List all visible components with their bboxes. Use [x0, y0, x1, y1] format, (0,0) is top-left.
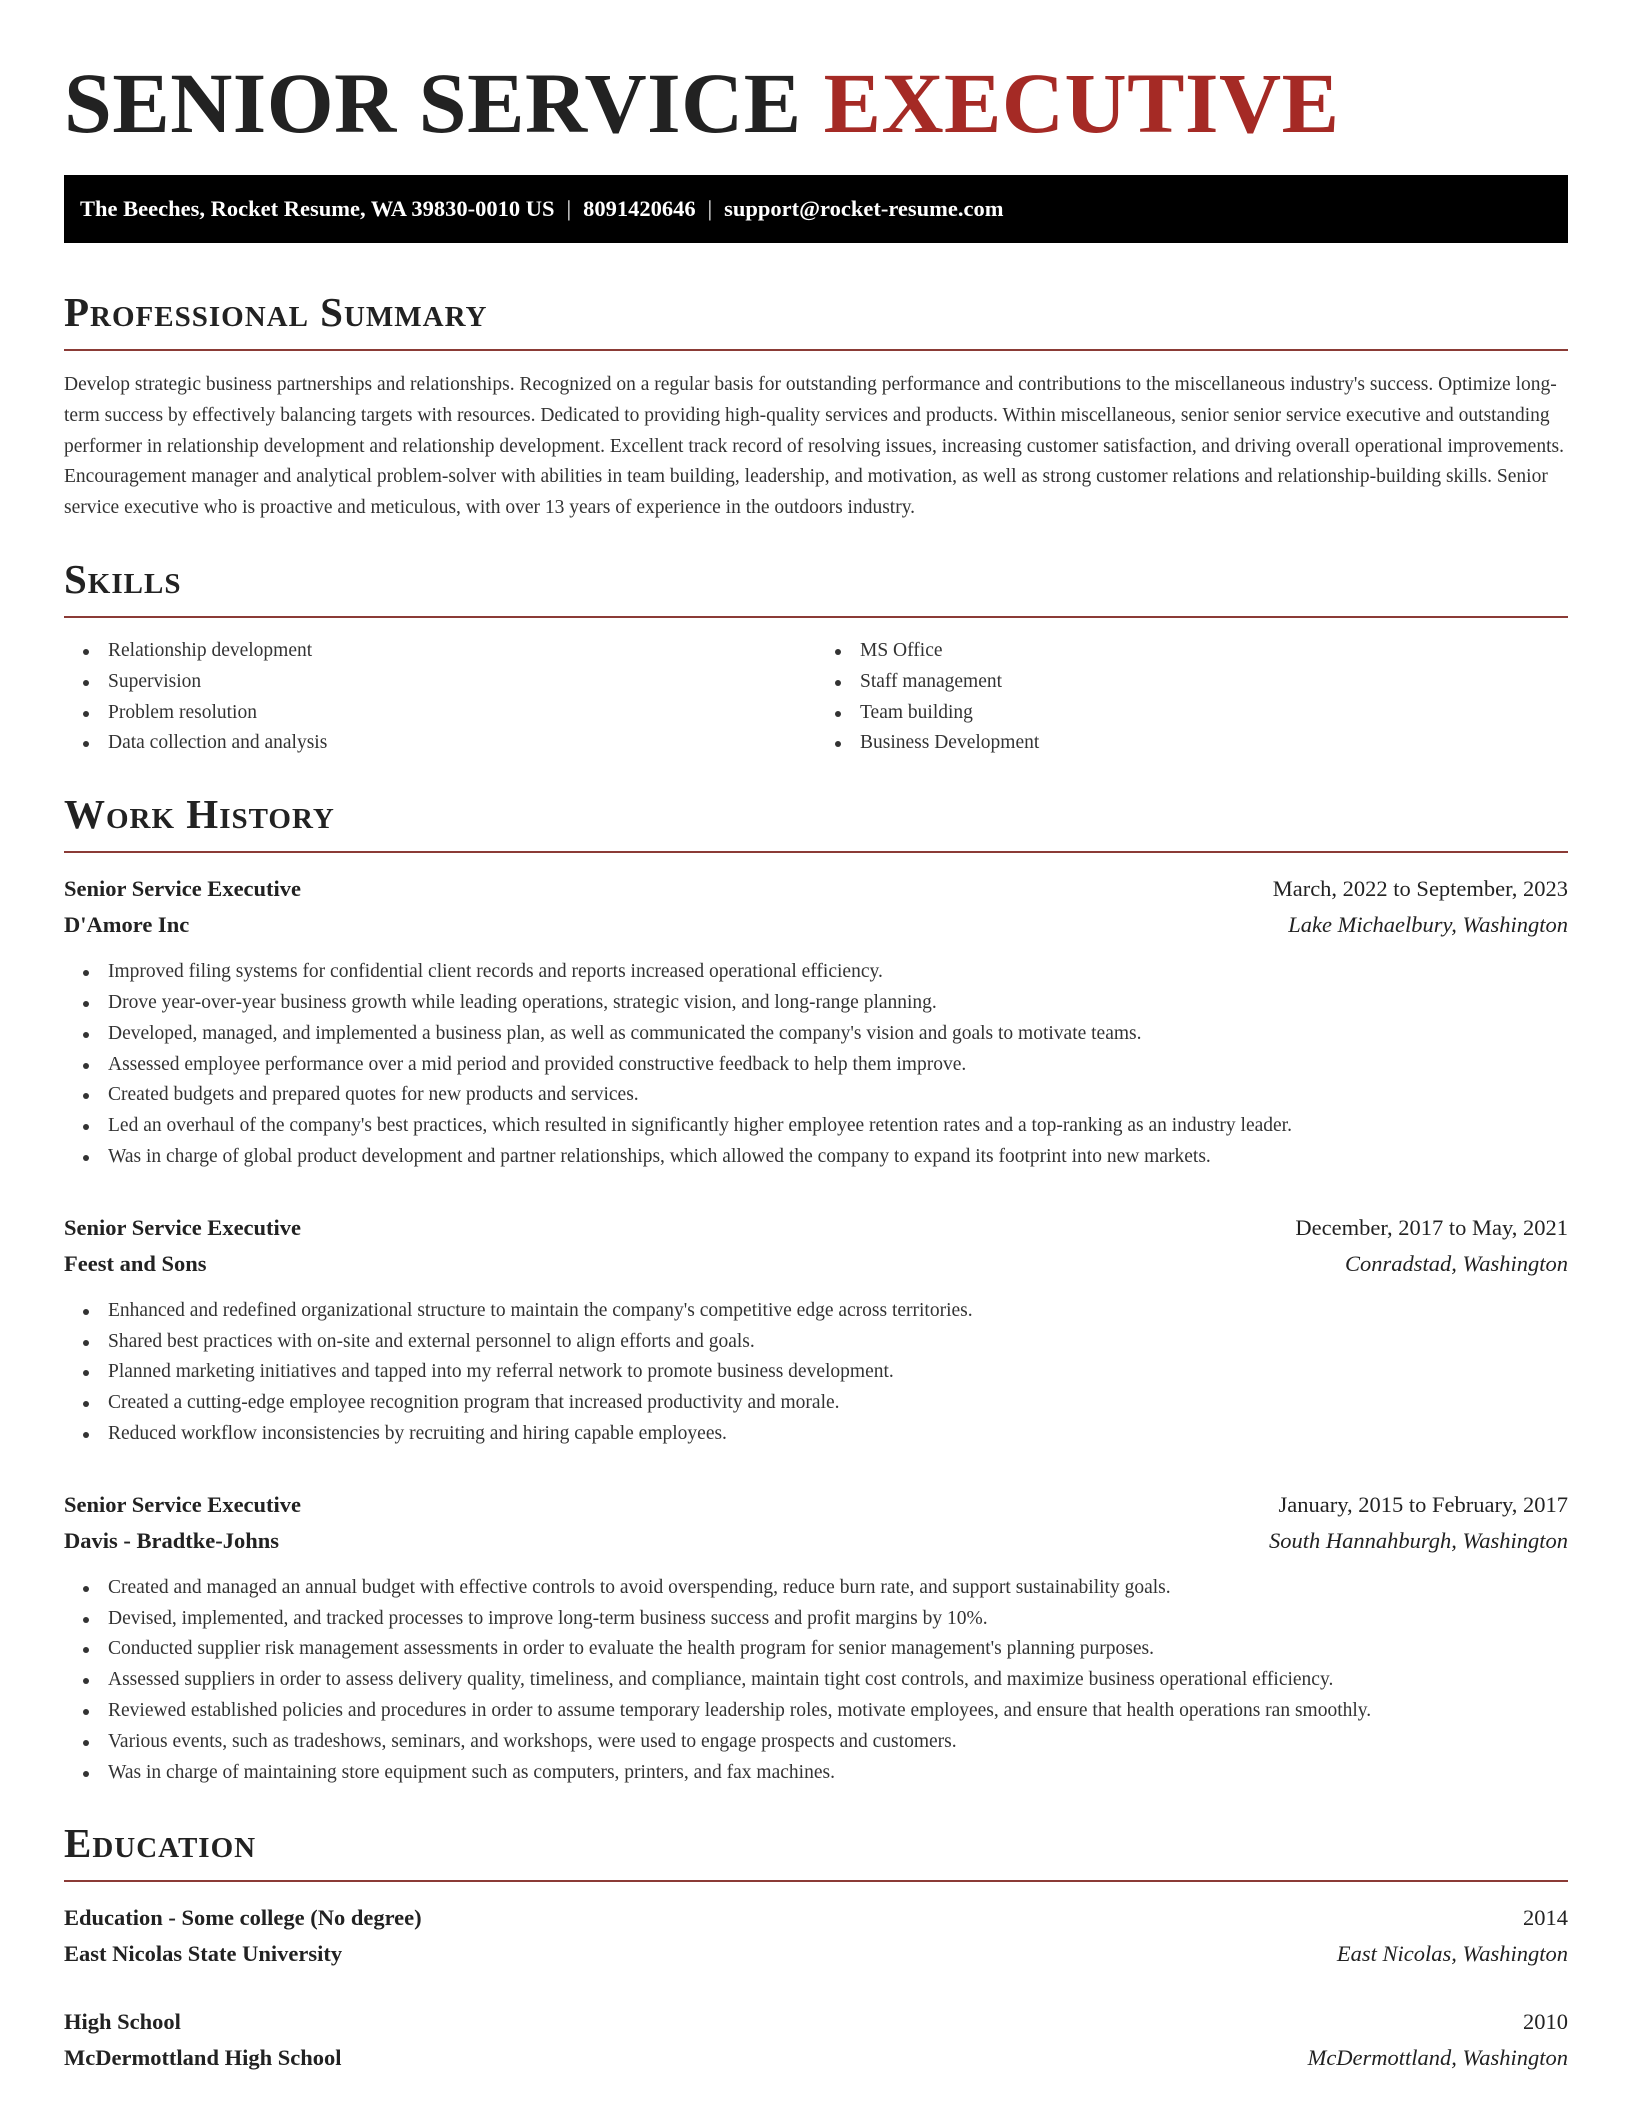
job-bullet: Improved filing systems for confidential client records and reports increased operational efficiency.: [108, 957, 1568, 988]
job-company: D'Amore Inc: [64, 912, 190, 938]
contact-email[interactable]: support@rocket-resume.com: [724, 196, 1004, 221]
resume-content: [64, 0, 1568, 2076]
contact-separator: |: [707, 196, 713, 221]
job-bullet: Assessed employee performance over a mid period and provided constructive feedback to help them improve.: [108, 1050, 1568, 1081]
job-location: Conradstad, Washington: [1345, 1250, 1568, 1276]
job-bullet: Was in charge of global product development and partner relationships, which allowed the company to expand its footprint into new markets.: [108, 1142, 1568, 1173]
section-title-work-history: Work History: [64, 791, 335, 838]
education-entry: [64, 2004, 1568, 2076]
section-divider: [64, 851, 1568, 853]
education-school: McDermottland High School: [64, 2045, 342, 2071]
contact-address: The Beeches, Rocket Resume, WA 39830-0010 US: [80, 196, 555, 221]
education-section: [64, 1818, 1568, 2076]
job-location: South Hannahburgh, Washington: [1269, 1527, 1568, 1553]
education-degree: High School: [64, 2009, 181, 2035]
job-company-row: [64, 1246, 1568, 1282]
resume-name: [64, 0, 1568, 151]
section-title-summary: Professional Summary: [64, 289, 488, 335]
job-entry: [64, 871, 1568, 1173]
contact-separator: |: [566, 196, 572, 221]
job-location: Lake Michaelbury, Washington: [1288, 912, 1568, 938]
job-bullets: [64, 1296, 1568, 1450]
education-school: East Nicolas State University: [64, 1941, 343, 1967]
job-title: Senior Service Executive: [64, 1491, 302, 1517]
section-divider: [64, 1880, 1568, 1882]
skill-item: Supervision: [108, 667, 816, 698]
job-header-row: [64, 871, 1568, 907]
section-title-education: Education: [64, 1820, 257, 1867]
skill-item: Business Development: [860, 728, 1568, 759]
skill-item: Problem resolution: [108, 698, 816, 729]
skills-grid: [64, 636, 1568, 759]
section-title-skills: Skills: [64, 555, 182, 602]
job-company: Feest and Sons: [64, 1250, 207, 1276]
education-entry: [64, 1900, 1568, 1972]
name-accent: EXECUTIVE: [823, 55, 1340, 151]
contact-phone[interactable]: 8091420646: [583, 196, 696, 221]
contact-bar: [64, 175, 1568, 243]
education-location: East Nicolas, Washington: [1336, 1941, 1568, 1967]
summary-text: Develop strategic business partnerships and relationships. Recognized on a regular basis for outstanding performance and contributions to the miscellaneous industry's success. Optimize long-term success by effectively balancing targets with resources. Dedicated to providing high-quality services and products. Within miscellaneous, senior senior service executive and outstanding performer in relationship development and relationship development. Excellent track record of resolving issues, increasing customer satisfaction, and driving overall operational improvements. Encouragement manager and analytical problem-solver with abilities in team building, leadership, and motivation, as well as strong customer relations and relationship-building skills. Senior service executive who is proactive and meticulous, with over 13 years of experience in the outdoors industry.: [64, 374, 1564, 519]
name-primary: SENIOR SERVICE: [64, 55, 802, 151]
job-bullet: Planned marketing initiatives and tapped into my referral network to promote business development.: [108, 1357, 1568, 1388]
job-bullet: Assessed suppliers in order to assess delivery quality, timeliness, and compliance, maintain tight cost controls, and maximize business operational efficiency.: [108, 1665, 1568, 1696]
job-bullet: Devised, implemented, and tracked processes to improve long-term business success and profit margins by 10%.: [108, 1604, 1568, 1635]
job-company: Davis - Bradtke-Johns: [64, 1527, 280, 1553]
job-bullet: Created a cutting-edge employee recognition program that increased productivity and morale.: [108, 1388, 1568, 1419]
job-entry: [64, 1487, 1568, 1789]
job-bullets: [64, 957, 1568, 1173]
job-bullet: Enhanced and redefined organizational structure to maintain the company's competitive edge across territories.: [108, 1296, 1568, 1327]
job-bullet: Reduced workflow inconsistencies by recruiting and hiring capable employees.: [108, 1419, 1568, 1450]
job-bullet: Conducted supplier risk management assessments in order to evaluate the health program for senior management's planning purposes.: [108, 1634, 1568, 1665]
job-dates: January, 2015 to February, 2017: [1278, 1491, 1568, 1517]
skill-item: Staff management: [860, 667, 1568, 698]
job-company-row: [64, 1523, 1568, 1559]
job-dates: March, 2022 to September, 2023: [1272, 876, 1568, 902]
job-dates: December, 2017 to May, 2021: [1295, 1214, 1568, 1240]
professional-summary-section: [64, 287, 1568, 524]
job-bullets: [64, 1573, 1568, 1789]
job-company-row: [64, 907, 1568, 943]
section-divider: [64, 349, 1568, 351]
skills-section: [64, 554, 1568, 759]
job-bullet: Developed, managed, and implemented a business plan, as well as communicated the company's vision and goals to motivate teams.: [108, 1019, 1568, 1050]
job-header-row: [64, 1210, 1568, 1246]
skills-column-right: [816, 636, 1568, 759]
job-bullet: Drove year-over-year business growth while leading operations, strategic vision, and long-range planning.: [108, 988, 1568, 1019]
job-title: Senior Service Executive: [64, 876, 302, 902]
skills-column-left: [64, 636, 816, 759]
job-bullet: Various events, such as tradeshows, seminars, and workshops, were used to engage prospects and customers.: [108, 1727, 1568, 1758]
job-bullet: Led an overhaul of the company's best practices, which resulted in significantly higher employee retention rates and a top-ranking as an industry leader.: [108, 1111, 1568, 1142]
work-history-section: [64, 789, 1568, 1788]
skill-item: MS Office: [860, 636, 1568, 667]
job-entry: [64, 1210, 1568, 1450]
education-year: 2014: [1523, 1905, 1568, 1931]
job-bullet: Created budgets and prepared quotes for new products and services.: [108, 1080, 1568, 1111]
education-year: 2010: [1523, 2009, 1568, 2035]
skill-item: Relationship development: [108, 636, 816, 667]
education-header-row: [64, 1900, 1568, 1936]
education-location: McDermottland, Washington: [1307, 2045, 1568, 2071]
skill-item: Data collection and analysis: [108, 728, 816, 759]
education-degree: Education - Some college (No degree): [64, 1905, 422, 1931]
job-bullet: Shared best practices with on-site and external personnel to align efforts and goals.: [108, 1327, 1568, 1358]
job-bullet: Reviewed established policies and procedures in order to assume temporary leadership roles, motivate employees, and ensure that health operations ran smoothly.: [108, 1696, 1568, 1727]
section-divider: [64, 616, 1568, 618]
job-bullet: Created and managed an annual budget with effective controls to avoid overspending, reduce burn rate, and support sustainability goals.: [108, 1573, 1568, 1604]
education-school-row: [64, 1936, 1568, 1972]
skill-item: Team building: [860, 698, 1568, 729]
job-bullet: Was in charge of maintaining store equipment such as computers, printers, and fax machines.: [108, 1758, 1568, 1789]
job-title: Senior Service Executive: [64, 1214, 302, 1240]
job-header-row: [64, 1487, 1568, 1523]
education-school-row: [64, 2040, 1568, 2076]
education-header-row: [64, 2004, 1568, 2040]
